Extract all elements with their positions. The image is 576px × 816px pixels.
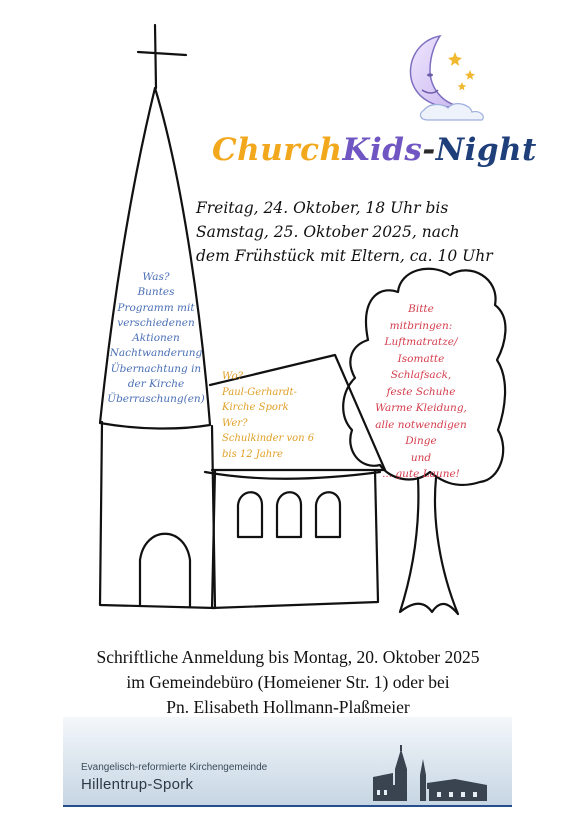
tower — [100, 422, 215, 608]
registration-info — [40, 645, 536, 720]
tree-trunk — [400, 478, 458, 614]
parish-banner — [63, 717, 512, 807]
program-line: verschiedenen — [117, 316, 195, 329]
title-part-church: Church — [212, 132, 343, 168]
program-line: Überraschung(en) — [107, 393, 205, 406]
tower-door — [140, 534, 190, 607]
location-line: Kirche Spork — [222, 402, 289, 413]
program-line: Übernachtung in — [110, 362, 202, 375]
cross-icon — [138, 25, 186, 88]
program-line: Was? — [142, 271, 170, 283]
location-line: Wer? — [222, 417, 248, 429]
program-line: Programm mit — [117, 301, 195, 314]
parish-name: Hillentrup-Spork — [81, 776, 194, 793]
nave-window-1 — [238, 492, 262, 537]
event-dates — [196, 196, 502, 268]
packing-line: Bitte — [408, 303, 434, 315]
location-line: Paul-Gerhardt- — [222, 386, 297, 398]
packing-line: mitbringen: — [389, 319, 453, 332]
title-part-dash: - — [422, 132, 436, 168]
event-title — [212, 132, 537, 168]
date-line: Freitag, 24. Oktober, 18 Uhr bis — [196, 199, 449, 217]
packing-line: Isomatte — [397, 352, 445, 365]
packing-list — [350, 301, 492, 483]
packing-line: ... gute Laune! — [382, 468, 460, 480]
program-line: der Kirche — [127, 378, 185, 391]
nave-wall — [212, 470, 378, 608]
location-info — [222, 369, 336, 462]
program-line: Aktionen — [132, 332, 180, 345]
title-part-night: Night — [435, 132, 537, 168]
church-silhouette-icon — [365, 735, 505, 801]
registration-line: im Gemeindebüro (Homeiener Str. 1) oder bei — [126, 672, 450, 692]
moon-face-icon — [400, 30, 496, 122]
location-line: Wo? — [222, 371, 243, 382]
date-line: dem Frühstück mit Eltern, ca. 10 Uhr — [196, 247, 493, 265]
packing-line: und — [410, 451, 432, 464]
parish-subtitle: Evangelisch-reformierte Kirchengemeinde — [81, 762, 268, 773]
program-info — [100, 270, 212, 408]
nave-window-2 — [277, 492, 301, 537]
packing-line: Warme Kleidung, — [375, 402, 467, 414]
packing-line: Dinge — [405, 435, 437, 447]
registration-line: Schriftliche Anmeldung bis Montag, 20. Oktober 2025 — [96, 647, 480, 667]
nave-window-3 — [316, 492, 340, 537]
title-part-kids: Kids — [342, 132, 423, 168]
packing-line: alle notwendigen — [375, 418, 467, 431]
packing-line: Luftmatratze/ — [384, 336, 458, 348]
packing-line: feste Schuhe — [386, 385, 456, 398]
packing-line: Schlafsack, — [390, 369, 452, 381]
registration-line: Pn. Elisabeth Hollmann-Plaßmeier — [166, 697, 410, 717]
program-line: Buntes — [137, 286, 175, 299]
date-line: Samstag, 25. Oktober 2025, nach — [196, 223, 460, 241]
program-line: Nachtwanderung — [109, 347, 203, 360]
location-line: bis 12 Jahre — [222, 448, 283, 460]
location-line: Schulkinder von 6 — [222, 433, 315, 444]
